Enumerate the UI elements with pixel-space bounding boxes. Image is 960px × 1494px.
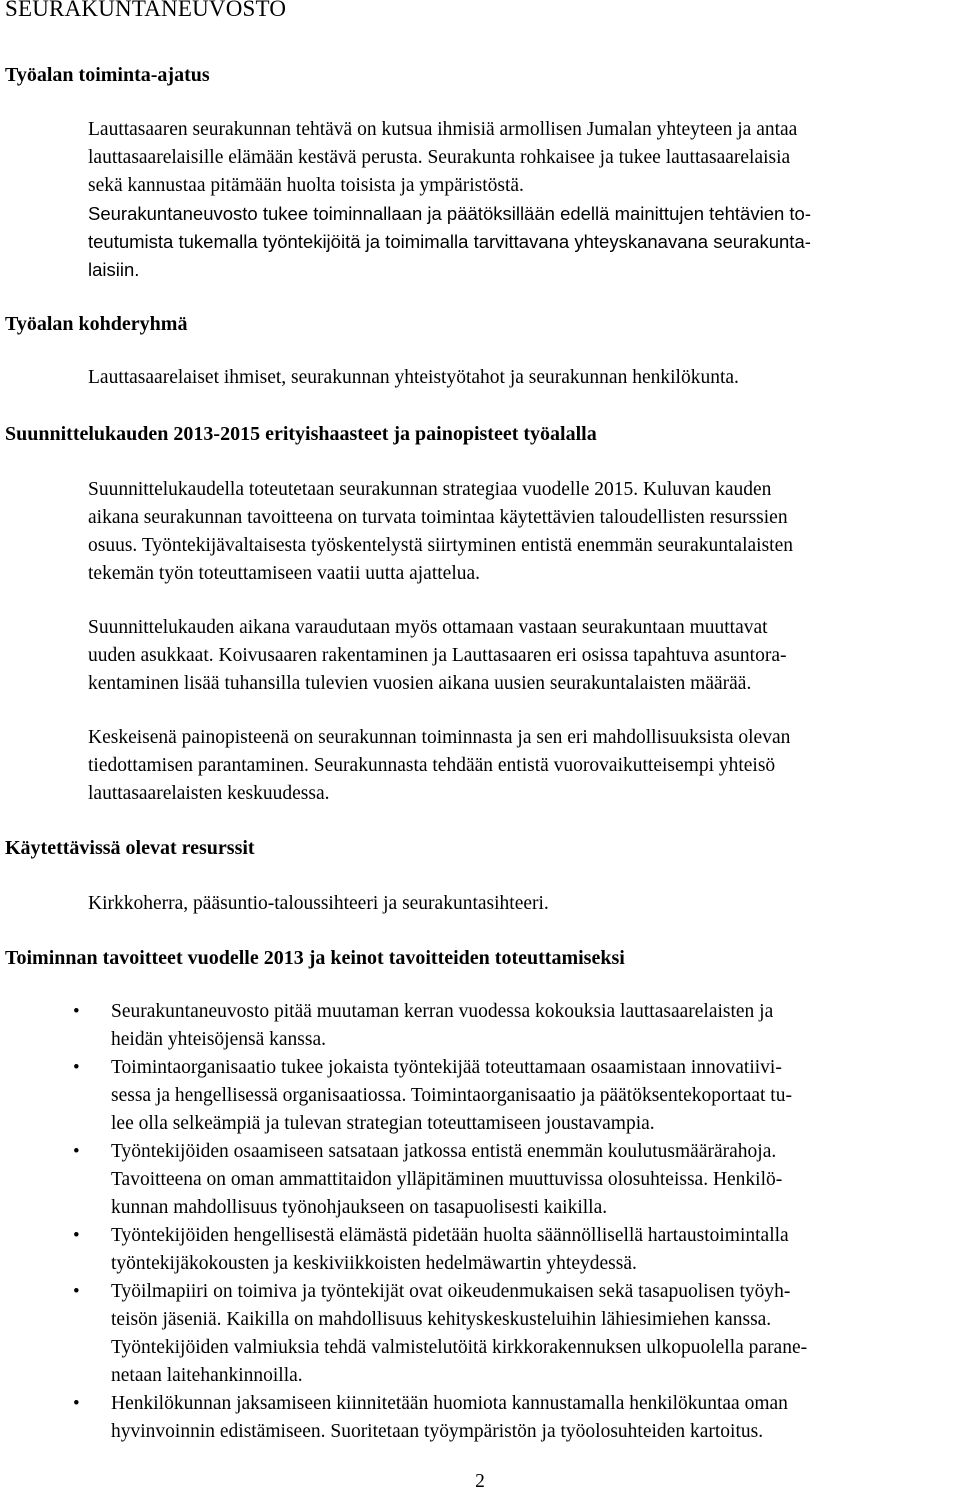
heading-resurssit: Käytettävissä olevat resurssit	[5, 837, 255, 859]
heading-kohderyhma: Työalan kohderyhmä	[5, 313, 188, 335]
text-line: aikana seurakunnan tavoitteena on turvata toimintaa käytettävien taloudellisten resurssien	[88, 507, 788, 528]
text-line: työntekijäkokousten ja keskiviikkoisten hedelmäwartin yhteydessä.	[111, 1253, 637, 1274]
paragraph-erityishaasteet-1	[88, 476, 956, 588]
heading-erityishaasteet: Suunnittelukauden 2013-2015 erityishaasteet ja painopisteet työalalla	[5, 423, 597, 445]
page-number: 2	[475, 1471, 485, 1492]
text-line: kunnan mahdollisuus työnohjaukseen on tasapuolisesti kaikilla.	[111, 1197, 608, 1218]
list-item	[0, 1278, 960, 1390]
bullet-icon: •	[73, 1057, 80, 1078]
text-line: Työntekijöiden valmiuksia tehdä valmistelutöitä kirkkorakennuksen ulkopuolella parane-	[111, 1337, 808, 1358]
bullet-icon: •	[73, 1001, 80, 1022]
paragraph-erityishaasteet-2	[88, 614, 956, 698]
text-line: lauttasaarelaisille elämään kestävä perusta. Seurakunta rohkaisee ja tukee lauttasaarelaisia	[88, 147, 791, 168]
text-line: lauttasaarelaisten keskuudessa.	[88, 783, 330, 804]
text-line: Lauttasaarelaiset ihmiset, seurakunnan yhteistyötahot ja seurakunnan henkilökunta.	[88, 367, 739, 388]
text-line: kentaminen lisää tuhansilla tulevien vuosien aikana uusien seurakuntalaisten määrää.	[88, 673, 752, 694]
text-line: Toimintaorganisaatio tukee jokaista työntekijää toteuttamaan osaamistaan innovatiivi-	[111, 1057, 782, 1078]
text-line: Suunnittelukauden aikana varaudutaan myös ottamaan vastaan seurakuntaan muuttavat	[88, 617, 768, 638]
text-line: tiedottamisen parantaminen. Seurakunnasta tehdään entistä vuorovaikutteisempi yhteisö	[88, 755, 776, 776]
text-line: Henkilökunnan jaksamiseen kiinnitetään huomiota kannustamalla henkilökuntaa oman	[111, 1393, 788, 1414]
text-line: teutumista tukemalla työntekijöitä ja toimimalla tarvittavana yhteyskanavana seurakunta-	[88, 231, 811, 252]
text-line: Suunnittelukaudella toteutetaan seurakunnan strategiaa vuodelle 2015. Kuluvan kauden	[88, 479, 772, 500]
list-item	[0, 1390, 960, 1446]
text-line: Työntekijöiden osaamiseen satsataan jatkossa entistä enemmän koulutusmäärärahoja.	[111, 1141, 777, 1162]
bullet-icon: •	[73, 1281, 80, 1302]
goals-list	[0, 998, 960, 1446]
paragraph-toiminta-ajatus	[88, 116, 956, 200]
text-line: laisiin.	[88, 259, 140, 280]
bullet-icon: •	[73, 1141, 80, 1162]
text-line: heidän yhteisöjensä kanssa.	[111, 1029, 326, 1050]
text-line: uuden asukkaat. Koivusaaren rakentaminen ja Lauttasaaren eri osissa tapahtuva asuntora-	[88, 645, 787, 666]
text-line: tekemän työn toteuttamiseen vaatii uutta ajattelua.	[88, 563, 481, 584]
text-line: Tavoitteena on oman ammattitaidon ylläpitäminen muuttuvissa olosuhteissa. Henkilö-	[111, 1169, 783, 1190]
bullet-icon: •	[73, 1393, 80, 1414]
paragraph-erityishaasteet-3	[88, 724, 956, 808]
text-line: lee olla selkeämpiä ja tulevan strategian toteuttamiseen joustavampia.	[111, 1113, 655, 1134]
text-line: netaan laitehankinnoilla.	[111, 1365, 303, 1386]
text-line: Keskeisenä painopisteenä on seurakunnan toiminnasta ja sen eri mahdollisuuksista olevan	[88, 727, 791, 748]
list-item	[0, 1222, 960, 1278]
document-title: SEURAKUNTANEUVOSTO	[5, 0, 287, 21]
text-line: Seurakuntaneuvosto pitää muutaman kerran vuodessa kokouksia lauttasaarelaisten ja	[111, 1001, 774, 1022]
text-line: hyvinvoinnin edistämiseen. Suoritetaan työympäristön ja työolosuhteiden kartoitus.	[111, 1421, 764, 1442]
text-line: Työntekijöiden hengellisestä elämästä pidetään huolta säännöllisellä hartaustoimintalla	[111, 1225, 789, 1246]
text-line: Seurakuntaneuvosto tukee toiminnallaan ja päätöksillään edellä mainittujen tehtävien to-	[88, 203, 811, 224]
text-line: sekä kannustaa pitämään huolta toisista ja ympäristöstä.	[88, 175, 524, 196]
text-line: sessa ja hengellisessä organisaatiossa. Toimintaorganisaatio ja päätöksentekoportaat tu-	[111, 1085, 792, 1106]
bullet-icon: •	[73, 1225, 80, 1246]
text-line: Lauttasaaren seurakunnan tehtävä on kutsua ihmisiä armollisen Jumalan yhteyteen ja antaa	[88, 119, 798, 140]
paragraph-seurakuntaneuvosto-tukee	[88, 200, 956, 284]
text-line: Työilmapiiri on toimiva ja työntekijät ovat oikeudenmukaisen sekä tasapuolisen työyh-	[111, 1281, 791, 1302]
text-line: teisön jäseniä. Kaikilla on mahdollisuus kehityskeskusteluihin lähiesimiehen kanssa.	[111, 1309, 772, 1330]
paragraph-resurssit	[88, 890, 956, 918]
text-line: osuus. Työntekijävaltaisesta työskentelystä siirtyminen entistä enemmän seurakuntalaisten	[88, 535, 793, 556]
heading-tavoitteet: Toiminnan tavoitteet vuodelle 2013 ja keinot tavoitteiden toteuttamiseksi	[5, 947, 625, 969]
list-item	[0, 1138, 960, 1222]
heading-toiminta-ajatus: Työalan toiminta-ajatus	[5, 64, 210, 86]
list-item	[0, 998, 960, 1054]
paragraph-kohderyhma	[88, 364, 956, 392]
list-item	[0, 1054, 960, 1138]
text-line: Kirkkoherra, pääsuntio-taloussihteeri ja seurakuntasihteeri.	[88, 893, 549, 914]
